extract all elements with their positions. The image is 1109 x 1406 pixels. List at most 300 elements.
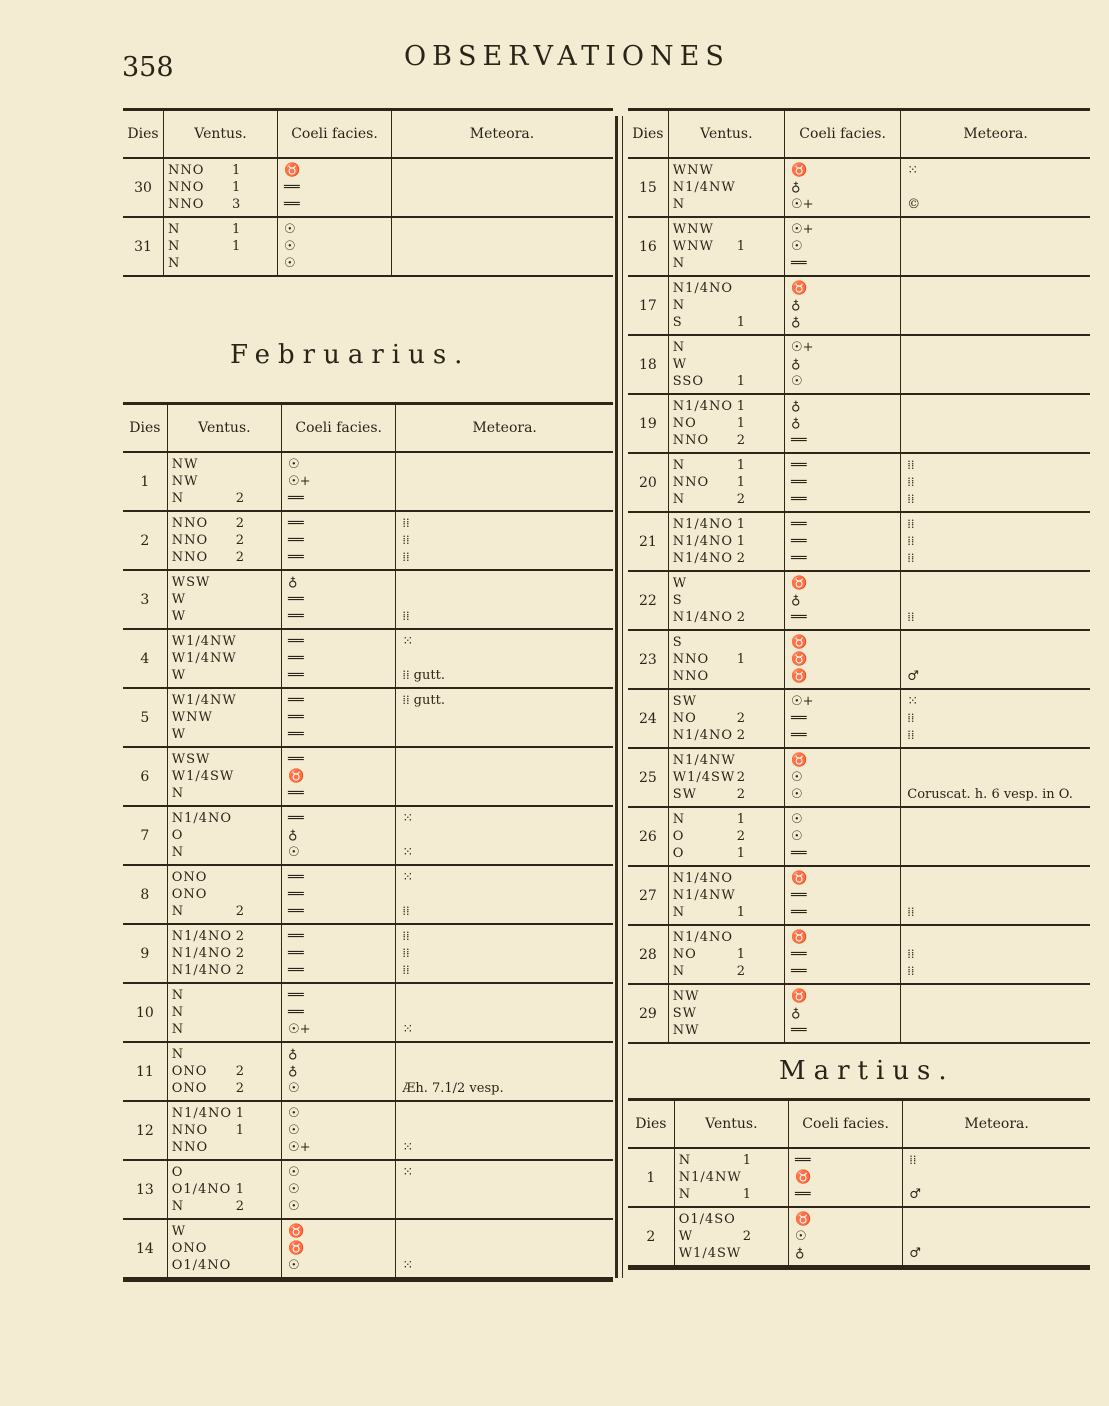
meteora-note: ⁞⁞ <box>402 550 410 565</box>
meteora-note: ⁙ <box>402 1140 414 1155</box>
wind-direction: S <box>672 635 683 650</box>
meteora-note: ⁞⁞ <box>402 533 410 548</box>
meteora-note: ⁞⁞ <box>907 905 915 920</box>
meteora-note <box>402 490 613 507</box>
wind-direction: N1/4NO <box>672 281 734 296</box>
wind-direction: NNO <box>672 669 710 684</box>
wind-strength: 2 <box>235 963 244 978</box>
sky-cell <box>785 159 901 216</box>
sky-symbol: ♉ <box>794 1170 812 1185</box>
sky-symbol: ══ <box>288 693 304 708</box>
wind-direction: N1/4NO <box>672 610 734 625</box>
sky-symbol: ══ <box>288 609 304 624</box>
table-row <box>628 1149 1090 1208</box>
table-row <box>628 277 1090 336</box>
meteora-note <box>907 811 1090 828</box>
table-row <box>628 749 1090 808</box>
wind-direction: O <box>171 1165 184 1180</box>
sky-symbol: ☉+ <box>288 1140 311 1155</box>
wind-direction: N <box>171 491 185 506</box>
header-ventus: Ventus. <box>168 405 282 451</box>
meteora-note <box>398 179 612 196</box>
day-cell: 7 <box>123 807 168 864</box>
sky-symbol: ♉ <box>794 1212 812 1227</box>
header-coeli: Coeli facies. <box>282 405 396 451</box>
wind-direction: N <box>171 1047 185 1062</box>
wind-strength: 2 <box>736 829 746 844</box>
header-coeli: Coeli facies. <box>789 1101 903 1147</box>
sky-symbol: ♁ <box>790 357 801 372</box>
sky-symbol: ══ <box>288 668 304 683</box>
sky-symbol: ♉ <box>288 1241 305 1256</box>
wind-direction: N1/4NO <box>171 1106 233 1121</box>
day-cell: 16 <box>628 218 669 275</box>
sky-symbol: ══ <box>790 711 807 726</box>
table-header <box>123 402 613 453</box>
wind-strength: 2 <box>742 1229 751 1244</box>
wind-cell <box>669 218 785 275</box>
meteora-cell <box>396 453 613 510</box>
sky-symbol: ══ <box>794 1187 811 1202</box>
wind-direction: N <box>171 904 185 919</box>
meteora-note <box>907 575 1090 592</box>
wind-cell <box>675 1149 789 1206</box>
wind-cell <box>669 867 785 924</box>
sky-symbol: ══ <box>790 492 807 507</box>
wind-direction: NW <box>672 989 700 1004</box>
wind-strength: 3 <box>232 197 241 212</box>
sky-symbol: ══ <box>288 904 304 919</box>
sky-cell <box>282 571 396 628</box>
table-row <box>123 984 613 1043</box>
meteora-note: ⁞⁞ <box>907 711 915 726</box>
sky-symbol: ══ <box>284 180 300 195</box>
sky-symbol: ☉+ <box>790 222 814 237</box>
sky-symbol: ══ <box>790 534 807 549</box>
meteora-note: ⁞⁞ <box>402 929 410 944</box>
day-cell: 6 <box>123 748 168 805</box>
sky-symbol: ☉ <box>288 1258 300 1273</box>
sky-cell <box>282 925 396 982</box>
wind-direction: NNO <box>171 533 209 548</box>
meteora-cell <box>903 1149 1090 1206</box>
sky-symbol: ══ <box>790 433 807 448</box>
sky-cell <box>785 572 901 629</box>
wind-direction: N <box>678 1153 692 1168</box>
wind-direction: N1/4NO <box>672 534 734 549</box>
meteora-note: ⁙ <box>402 1258 414 1273</box>
wind-direction: WNW <box>171 710 213 725</box>
wind-direction: NW <box>672 1023 700 1038</box>
meteora-cell <box>396 1220 613 1277</box>
sky-symbol: ══ <box>790 1023 807 1038</box>
table-row <box>123 1102 613 1161</box>
wind-direction: N <box>672 905 686 920</box>
wind-strength: 1 <box>232 163 241 178</box>
day-cell: 3 <box>123 571 168 628</box>
meteora-note: Coruscat. h. 6 vesp. in O. <box>907 787 1073 802</box>
meteora-note: ⁙ <box>402 845 414 860</box>
wind-strength: 1 <box>736 239 746 254</box>
month-title-martius: Martius. <box>779 1056 955 1086</box>
sky-cell <box>789 1149 903 1206</box>
wind-strength: 1 <box>736 905 746 920</box>
wind-direction: N1/4NW <box>672 180 736 195</box>
wind-cell <box>669 926 785 983</box>
meteora-note <box>907 1005 1090 1022</box>
header-dies: Dies <box>123 405 168 451</box>
table-row <box>123 1043 613 1102</box>
sky-symbol: ♉ <box>284 163 301 178</box>
table-header <box>628 108 1090 159</box>
wind-strength: 1 <box>235 1106 244 1121</box>
wind-cell <box>168 1043 282 1100</box>
table-row <box>123 512 613 571</box>
sky-cell <box>278 159 392 216</box>
meteora-note: ⁞⁞ <box>402 946 410 961</box>
wind-direction: ONO <box>171 887 208 902</box>
wind-direction: N <box>672 964 686 979</box>
sky-cell <box>282 984 396 1041</box>
table-end-rule <box>628 1267 1090 1270</box>
table-row <box>628 454 1090 513</box>
table-end-rule <box>123 1279 613 1282</box>
wind-strength: 1 <box>232 222 241 237</box>
wind-cell <box>168 1161 282 1218</box>
sky-symbol: ☉+ <box>288 1022 311 1037</box>
wind-strength: 2 <box>736 610 746 625</box>
meteora-note <box>907 339 1090 356</box>
wind-direction: O1/4NO <box>171 1182 232 1197</box>
wind-direction: N1/4NO <box>171 811 233 826</box>
wind-cell <box>669 690 785 747</box>
day-cell: 14 <box>123 1220 168 1277</box>
meteora-note <box>402 650 613 667</box>
sky-symbol: ══ <box>790 947 807 962</box>
meteora-note <box>907 415 1090 432</box>
meteora-note <box>402 1105 613 1122</box>
table-row <box>628 336 1090 395</box>
wind-direction: WNW <box>672 239 714 254</box>
header-ventus: Ventus. <box>675 1101 789 1147</box>
sky-cell <box>785 867 901 924</box>
table-row <box>123 1220 613 1279</box>
table-januarius-end <box>123 108 613 277</box>
wind-cell <box>669 454 785 511</box>
sky-symbol: ♁ <box>288 1064 298 1079</box>
wind-direction: S <box>672 315 683 330</box>
wind-cell <box>168 807 282 864</box>
sky-symbol: ══ <box>288 727 304 742</box>
wind-direction: ONO <box>171 870 208 885</box>
sky-symbol: ══ <box>790 964 807 979</box>
table-row <box>628 985 1090 1044</box>
wind-cell <box>669 277 785 334</box>
wind-direction: ONO <box>171 1064 208 1079</box>
day-cell: 29 <box>628 985 669 1042</box>
sky-cell <box>785 277 901 334</box>
sky-symbol: ══ <box>790 517 807 532</box>
meteora-cell <box>396 866 613 923</box>
meteora-note <box>402 768 613 785</box>
sky-symbol: ══ <box>288 929 304 944</box>
wind-strength: 1 <box>742 1153 751 1168</box>
header-meteora: Meteora. <box>964 1116 1029 1132</box>
wind-strength: 2 <box>235 1081 244 1096</box>
meteora-cell <box>392 218 612 275</box>
page-number: 358 <box>122 52 174 83</box>
wind-direction: N <box>168 222 181 237</box>
wind-strength: 2 <box>235 550 244 565</box>
meteora-cell <box>901 395 1090 452</box>
meteora-note <box>907 988 1090 1005</box>
sky-symbol: ══ <box>288 516 304 531</box>
meteora-cell <box>901 631 1090 688</box>
meteora-cell <box>396 1102 613 1159</box>
sky-symbol: ☉ <box>790 239 803 254</box>
wind-direction: N1/4NO <box>672 728 734 743</box>
wind-strength: 1 <box>736 399 746 414</box>
meteora-cell <box>396 925 613 982</box>
meteora-note: ⁞⁞ <box>402 516 410 531</box>
meteora-note: ♂ <box>909 1187 921 1202</box>
meteora-note: ⁞⁞ <box>907 458 915 473</box>
wind-cell <box>669 631 785 688</box>
day-cell: 31 <box>123 218 164 275</box>
sky-symbol: ══ <box>288 491 304 506</box>
wind-direction: NNO <box>168 180 205 195</box>
wind-direction: W1/4SW <box>672 770 736 785</box>
table-row <box>628 159 1090 218</box>
wind-direction: N1/4NO <box>672 399 734 414</box>
sky-symbol: ☉ <box>790 787 803 802</box>
meteora-note <box>398 255 612 272</box>
sky-symbol: ══ <box>790 905 807 920</box>
meteora-note <box>907 929 1090 946</box>
wind-direction: W <box>672 576 688 591</box>
meteora-note: ⁙ <box>402 634 414 649</box>
day-cell: 2 <box>628 1208 675 1265</box>
wind-direction: N <box>672 458 686 473</box>
wind-strength: 1 <box>736 374 746 389</box>
sky-symbol: ♁ <box>790 1006 801 1021</box>
wind-strength: 1 <box>232 239 241 254</box>
sky-cell <box>282 1102 396 1159</box>
sky-symbol: ══ <box>288 887 304 902</box>
wind-cell <box>164 159 278 216</box>
sky-cell <box>785 631 901 688</box>
wind-direction: W <box>171 1224 187 1239</box>
sky-symbol: ♉ <box>790 281 808 296</box>
wind-direction: W <box>171 592 187 607</box>
wind-direction: SW <box>672 1006 698 1021</box>
wind-cell <box>168 748 282 805</box>
meteora-note: ⁙ <box>907 694 919 709</box>
meteora-note: ⁙ <box>402 1165 414 1180</box>
sky-symbol: ☉ <box>288 457 300 472</box>
sky-cell <box>789 1208 903 1265</box>
sky-cell <box>785 749 901 806</box>
sky-symbol: ══ <box>288 651 304 666</box>
wind-direction: NW <box>171 457 199 472</box>
wind-direction: W1/4SW <box>678 1246 742 1261</box>
wind-strength: 2 <box>736 551 746 566</box>
sky-symbol: ══ <box>288 550 304 565</box>
day-cell: 18 <box>628 336 669 393</box>
wind-direction: WSW <box>171 575 211 590</box>
meteora-note <box>907 651 1090 668</box>
sky-symbol: ☉ <box>790 770 803 785</box>
wind-direction: N <box>672 298 686 313</box>
wind-strength: 1 <box>736 947 746 962</box>
sky-symbol: ══ <box>288 592 304 607</box>
meteora-cell <box>396 689 613 746</box>
meteora-note <box>907 221 1090 238</box>
sky-symbol: ☉ <box>284 239 296 254</box>
wind-direction: O1/4NO <box>171 1258 232 1273</box>
day-cell: 2 <box>123 512 168 569</box>
sky-cell <box>282 1161 396 1218</box>
meteora-note <box>907 297 1090 314</box>
sky-symbol: ☉ <box>288 1123 300 1138</box>
wind-direction: N <box>672 197 686 212</box>
sky-symbol: ══ <box>288 988 304 1003</box>
day-cell: 28 <box>628 926 669 983</box>
sky-symbol: ══ <box>790 846 807 861</box>
wind-direction: NW <box>171 474 199 489</box>
wind-strength: 2 <box>736 787 746 802</box>
day-cell: 10 <box>123 984 168 1041</box>
meteora-note: ⁞⁞ <box>907 517 915 532</box>
sky-symbol: ♉ <box>288 769 305 784</box>
wind-strength: 2 <box>235 904 244 919</box>
table-row <box>123 689 613 748</box>
wind-cell <box>168 866 282 923</box>
meteora-note: © <box>907 197 921 212</box>
day-cell: 21 <box>628 513 669 570</box>
meteora-note <box>402 886 613 903</box>
wind-direction: W <box>171 609 187 624</box>
table-row <box>628 926 1090 985</box>
wind-direction: N <box>171 988 185 1003</box>
wind-cell <box>164 218 278 275</box>
meteora-cell <box>901 277 1090 334</box>
sky-cell <box>785 985 901 1042</box>
sky-symbol: ☉+ <box>790 340 814 355</box>
right-column <box>628 108 1090 1044</box>
wind-direction: WNW <box>672 163 714 178</box>
day-cell: 23 <box>628 631 669 688</box>
table-row <box>123 807 613 866</box>
sky-symbol: ══ <box>790 888 807 903</box>
wind-direction: N <box>171 1005 185 1020</box>
table-row <box>123 218 613 277</box>
wind-strength: 2 <box>736 964 746 979</box>
sky-symbol: ♁ <box>790 416 801 431</box>
table-row <box>123 571 613 630</box>
meteora-note: ⁞⁞ <box>907 610 915 625</box>
table-row <box>123 1161 613 1220</box>
wind-strength: 1 <box>235 1123 244 1138</box>
meteora-note <box>402 1122 613 1139</box>
wind-direction: SSO <box>672 374 704 389</box>
wind-cell <box>669 395 785 452</box>
meteora-note: ⁙ <box>402 811 414 826</box>
wind-cell <box>168 1220 282 1277</box>
table-row <box>628 395 1090 454</box>
sky-symbol: ══ <box>790 256 807 271</box>
wind-cell <box>669 749 785 806</box>
wind-strength: 1 <box>736 416 746 431</box>
sky-symbol: ♁ <box>790 315 801 330</box>
table-row <box>123 159 613 218</box>
wind-cell <box>168 512 282 569</box>
wind-cell <box>669 572 785 629</box>
meteora-note <box>907 238 1090 255</box>
day-cell: 8 <box>123 866 168 923</box>
wind-direction: NNO <box>168 197 205 212</box>
meteora-cell <box>901 808 1090 865</box>
table-row <box>628 218 1090 277</box>
sky-symbol: ☉ <box>288 1199 300 1214</box>
wind-direction: ONO <box>171 1081 208 1096</box>
sky-cell <box>785 218 901 275</box>
header-dies: Dies <box>123 111 164 157</box>
table-row <box>628 808 1090 867</box>
meteora-cell <box>901 749 1090 806</box>
wind-strength: 2 <box>235 491 244 506</box>
meteora-cell <box>396 984 613 1041</box>
wind-direction: W1/4NW <box>171 634 237 649</box>
wind-strength: 1 <box>742 1187 751 1202</box>
wind-direction: NO <box>672 947 697 962</box>
meteora-note <box>907 887 1090 904</box>
sky-symbol: ══ <box>288 752 304 767</box>
day-cell: 24 <box>628 690 669 747</box>
sky-symbol: ══ <box>288 710 304 725</box>
table-row <box>628 690 1090 749</box>
wind-direction: W1/4NW <box>171 693 237 708</box>
day-cell: 30 <box>123 159 164 216</box>
sky-symbol: ══ <box>790 475 807 490</box>
meteora-note: ♂ <box>909 1246 921 1261</box>
table-row <box>628 572 1090 631</box>
sky-cell <box>282 1043 396 1100</box>
wind-direction: W <box>171 727 187 742</box>
meteora-cell <box>396 512 613 569</box>
meteora-note: ⁞⁞ <box>907 964 915 979</box>
wind-cell <box>168 1102 282 1159</box>
day-cell: 26 <box>628 808 669 865</box>
meteora-note <box>402 827 613 844</box>
day-cell: 5 <box>123 689 168 746</box>
wind-direction: N1/4NO <box>672 517 734 532</box>
day-cell: 1 <box>123 453 168 510</box>
meteora-cell <box>903 1208 1090 1265</box>
sky-cell <box>785 395 901 452</box>
meteora-note <box>398 162 612 179</box>
sky-symbol: ☉ <box>794 1229 807 1244</box>
wind-strength: 1 <box>235 1182 244 1197</box>
header-ventus: Ventus. <box>669 111 785 157</box>
meteora-note <box>402 1181 613 1198</box>
wind-cell <box>168 984 282 1041</box>
februarius-table <box>123 402 613 1282</box>
sky-symbol: ☉ <box>288 1081 300 1096</box>
day-cell: 15 <box>628 159 669 216</box>
wind-cell <box>168 630 282 687</box>
table-row <box>123 748 613 807</box>
